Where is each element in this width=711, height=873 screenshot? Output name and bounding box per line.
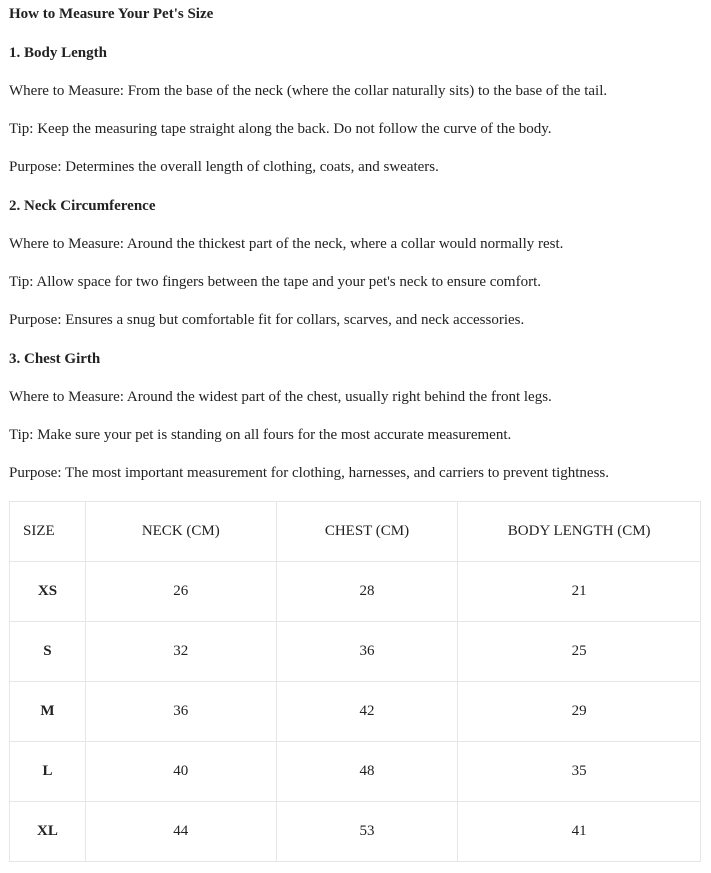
neck-cell: 40 — [85, 742, 276, 802]
header-body-length: BODY LENGTH (CM) — [458, 502, 701, 562]
chest-purpose: Purpose: The most important measurement for clothing, harnesses, and carriers to prevent tightness. — [9, 465, 609, 481]
size-cell: S — [10, 622, 86, 682]
table-header-row — [10, 502, 701, 562]
chest-cell: 36 — [276, 622, 458, 682]
header-neck: NECK (CM) — [85, 502, 276, 562]
body-length-tip: Tip: Keep the measuring tape straight along the back. Do not follow the curve of the body. — [9, 121, 552, 137]
neck-tip: Tip: Allow space for two fingers between the tape and your pet's neck to ensure comfort. — [9, 274, 542, 290]
neck-cell: 32 — [85, 622, 276, 682]
body-length-cell: 41 — [458, 802, 701, 862]
body-length-purpose: Purpose: Determines the overall length of clothing, coats, and sweaters. — [9, 159, 439, 175]
table-row — [10, 562, 701, 622]
table-row — [10, 742, 701, 802]
chest-cell: 48 — [276, 742, 458, 802]
size-cell: XL — [10, 802, 86, 862]
neck-purpose: Purpose: Ensures a snug but comfortable fit for collars, scarves, and neck accessories. — [9, 312, 525, 328]
body-length-where: Where to Measure: From the base of the neck (where the collar naturally sits) to the base of the tail. — [9, 83, 608, 99]
neck-cell: 26 — [85, 562, 276, 622]
section-heading-chest: 3. Chest Girth — [9, 351, 101, 367]
header-size: SIZE — [10, 502, 86, 562]
chest-tip: Tip: Make sure your pet is standing on all fours for the most accurate measurement. — [9, 427, 512, 443]
size-chart-table — [9, 501, 701, 862]
page-title: How to Measure Your Pet's Size — [9, 6, 214, 22]
chest-cell: 28 — [276, 562, 458, 622]
chest-where: Where to Measure: Around the widest part of the chest, usually right behind the front legs. — [9, 389, 552, 405]
header-chest: CHEST (CM) — [276, 502, 458, 562]
body-length-cell: 29 — [458, 682, 701, 742]
neck-where: Where to Measure: Around the thickest part of the neck, where a collar would normally rest. — [9, 236, 564, 252]
body-length-cell: 25 — [458, 622, 701, 682]
neck-cell: 36 — [85, 682, 276, 742]
table-row — [10, 682, 701, 742]
size-cell: L — [10, 742, 86, 802]
section-heading-body-length: 1. Body Length — [9, 45, 107, 61]
body-length-cell: 35 — [458, 742, 701, 802]
neck-cell: 44 — [85, 802, 276, 862]
size-cell: M — [10, 682, 86, 742]
body-length-cell: 21 — [458, 562, 701, 622]
table-row — [10, 802, 701, 862]
table-row — [10, 622, 701, 682]
section-heading-neck: 2. Neck Circumference — [9, 198, 156, 214]
chest-cell: 42 — [276, 682, 458, 742]
size-cell: XS — [10, 562, 86, 622]
chest-cell: 53 — [276, 802, 458, 862]
